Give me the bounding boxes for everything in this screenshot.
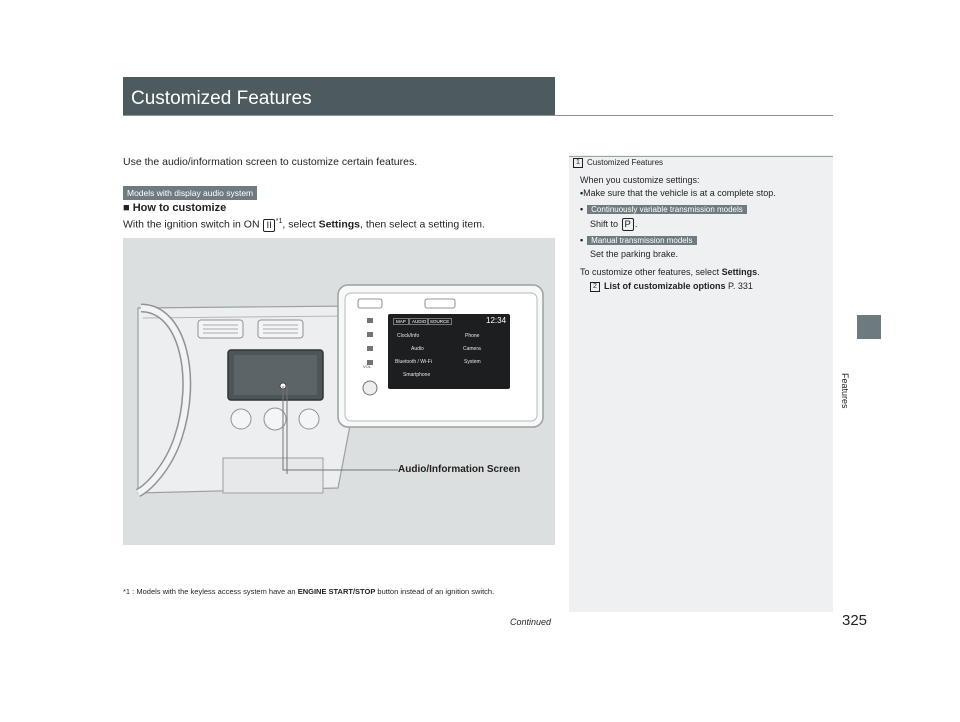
tab-source[interactable]: SOURCE (427, 318, 452, 325)
model-badge-cvt: Continuously variable transmission models (587, 205, 747, 214)
customizable-options-link[interactable] (590, 281, 753, 292)
shift-text: Shift to (590, 219, 621, 229)
chapter-tab-label: Features (840, 373, 850, 409)
screen-top-bar (391, 317, 505, 327)
notes-bullet-stop-text: Make sure that the vehicle is at a complete stop. (583, 188, 776, 198)
menu-smartphone[interactable]: Smartphone (403, 372, 431, 378)
bullet-icon: • (580, 188, 584, 198)
page-title: Customized Features (131, 88, 312, 109)
notes-bullet-mt (580, 235, 697, 246)
header-divider (123, 115, 833, 116)
menu-bluetooth-wifi[interactable]: Bluetooth / Wi-Fi (395, 359, 432, 365)
chapter-tab (857, 315, 881, 339)
link-page: P. 331 (725, 281, 753, 291)
model-badge-mt: Manual transmission models (587, 236, 696, 245)
notes-bullet-cvt (580, 204, 747, 215)
menu-clock-info[interactable]: Clock/Info (397, 333, 420, 339)
footnote-text-b: button instead of an ignition switch. (375, 587, 495, 596)
footnote-marker: *1 : (123, 587, 135, 596)
notes-panel-rule (569, 156, 833, 157)
menu-camera[interactable]: Camera (463, 346, 481, 352)
tab-map[interactable]: MAP (393, 318, 409, 325)
menu-audio[interactable]: Audio (411, 346, 424, 352)
menu-phone[interactable]: Phone (465, 333, 480, 339)
howto-instruction (123, 218, 485, 232)
notes-when: When you customize settings: (580, 175, 700, 185)
audio-information-screen-label: Audio/Information Screen (398, 464, 521, 475)
footnote (123, 587, 553, 597)
notes-heading-text: Customized Features (587, 158, 664, 168)
model-badge-display-audio: Models with display audio system (123, 186, 257, 200)
notes-heading (573, 158, 663, 168)
vol-button-label: VOL (363, 364, 372, 369)
instr-text-c: , then select a setting item. (359, 218, 485, 231)
notes-other (580, 267, 760, 277)
cross-reference-icon: 2 (590, 282, 600, 292)
notes-shift: Shift to P . (590, 219, 638, 230)
dashboard-drawing (123, 238, 555, 545)
notes-bullet-stop (580, 188, 776, 198)
page-number: 325 (842, 612, 868, 629)
howto-heading: ■ How to customize (123, 202, 227, 214)
footnote-mark: *1 (275, 218, 283, 225)
engine-start-stop-term: ENGINE START/STOP (297, 587, 376, 596)
screen-clock: 12:34 (486, 316, 507, 325)
other-text-a: To customize other features, select (580, 267, 722, 277)
notes-brake: Set the parking brake. (590, 249, 679, 259)
footnote-text-a: Models with the keyless access system have an (136, 587, 298, 596)
intro-text: Use the audio/information screen to customize certain features. (123, 156, 418, 168)
tab-audio[interactable]: AUDIO (409, 318, 429, 325)
park-key: P (622, 218, 634, 231)
instr-text-a: With the ignition switch in ON (123, 218, 263, 231)
ignition-on-key: II (263, 219, 274, 232)
instr-text-b: , select (282, 218, 319, 231)
other-text-b: . (757, 267, 760, 277)
link-text[interactable]: List of customizable options (604, 281, 726, 291)
continued-label: Continued (510, 617, 552, 627)
bullet-icon: • (580, 235, 584, 245)
dashboard-illustration (123, 238, 555, 545)
settings-term-2: Settings (721, 267, 758, 277)
menu-system[interactable]: System (464, 359, 481, 365)
bullet-icon: • (580, 204, 584, 214)
note-ref-icon: 1 (573, 158, 583, 168)
settings-term: Settings (318, 218, 360, 231)
